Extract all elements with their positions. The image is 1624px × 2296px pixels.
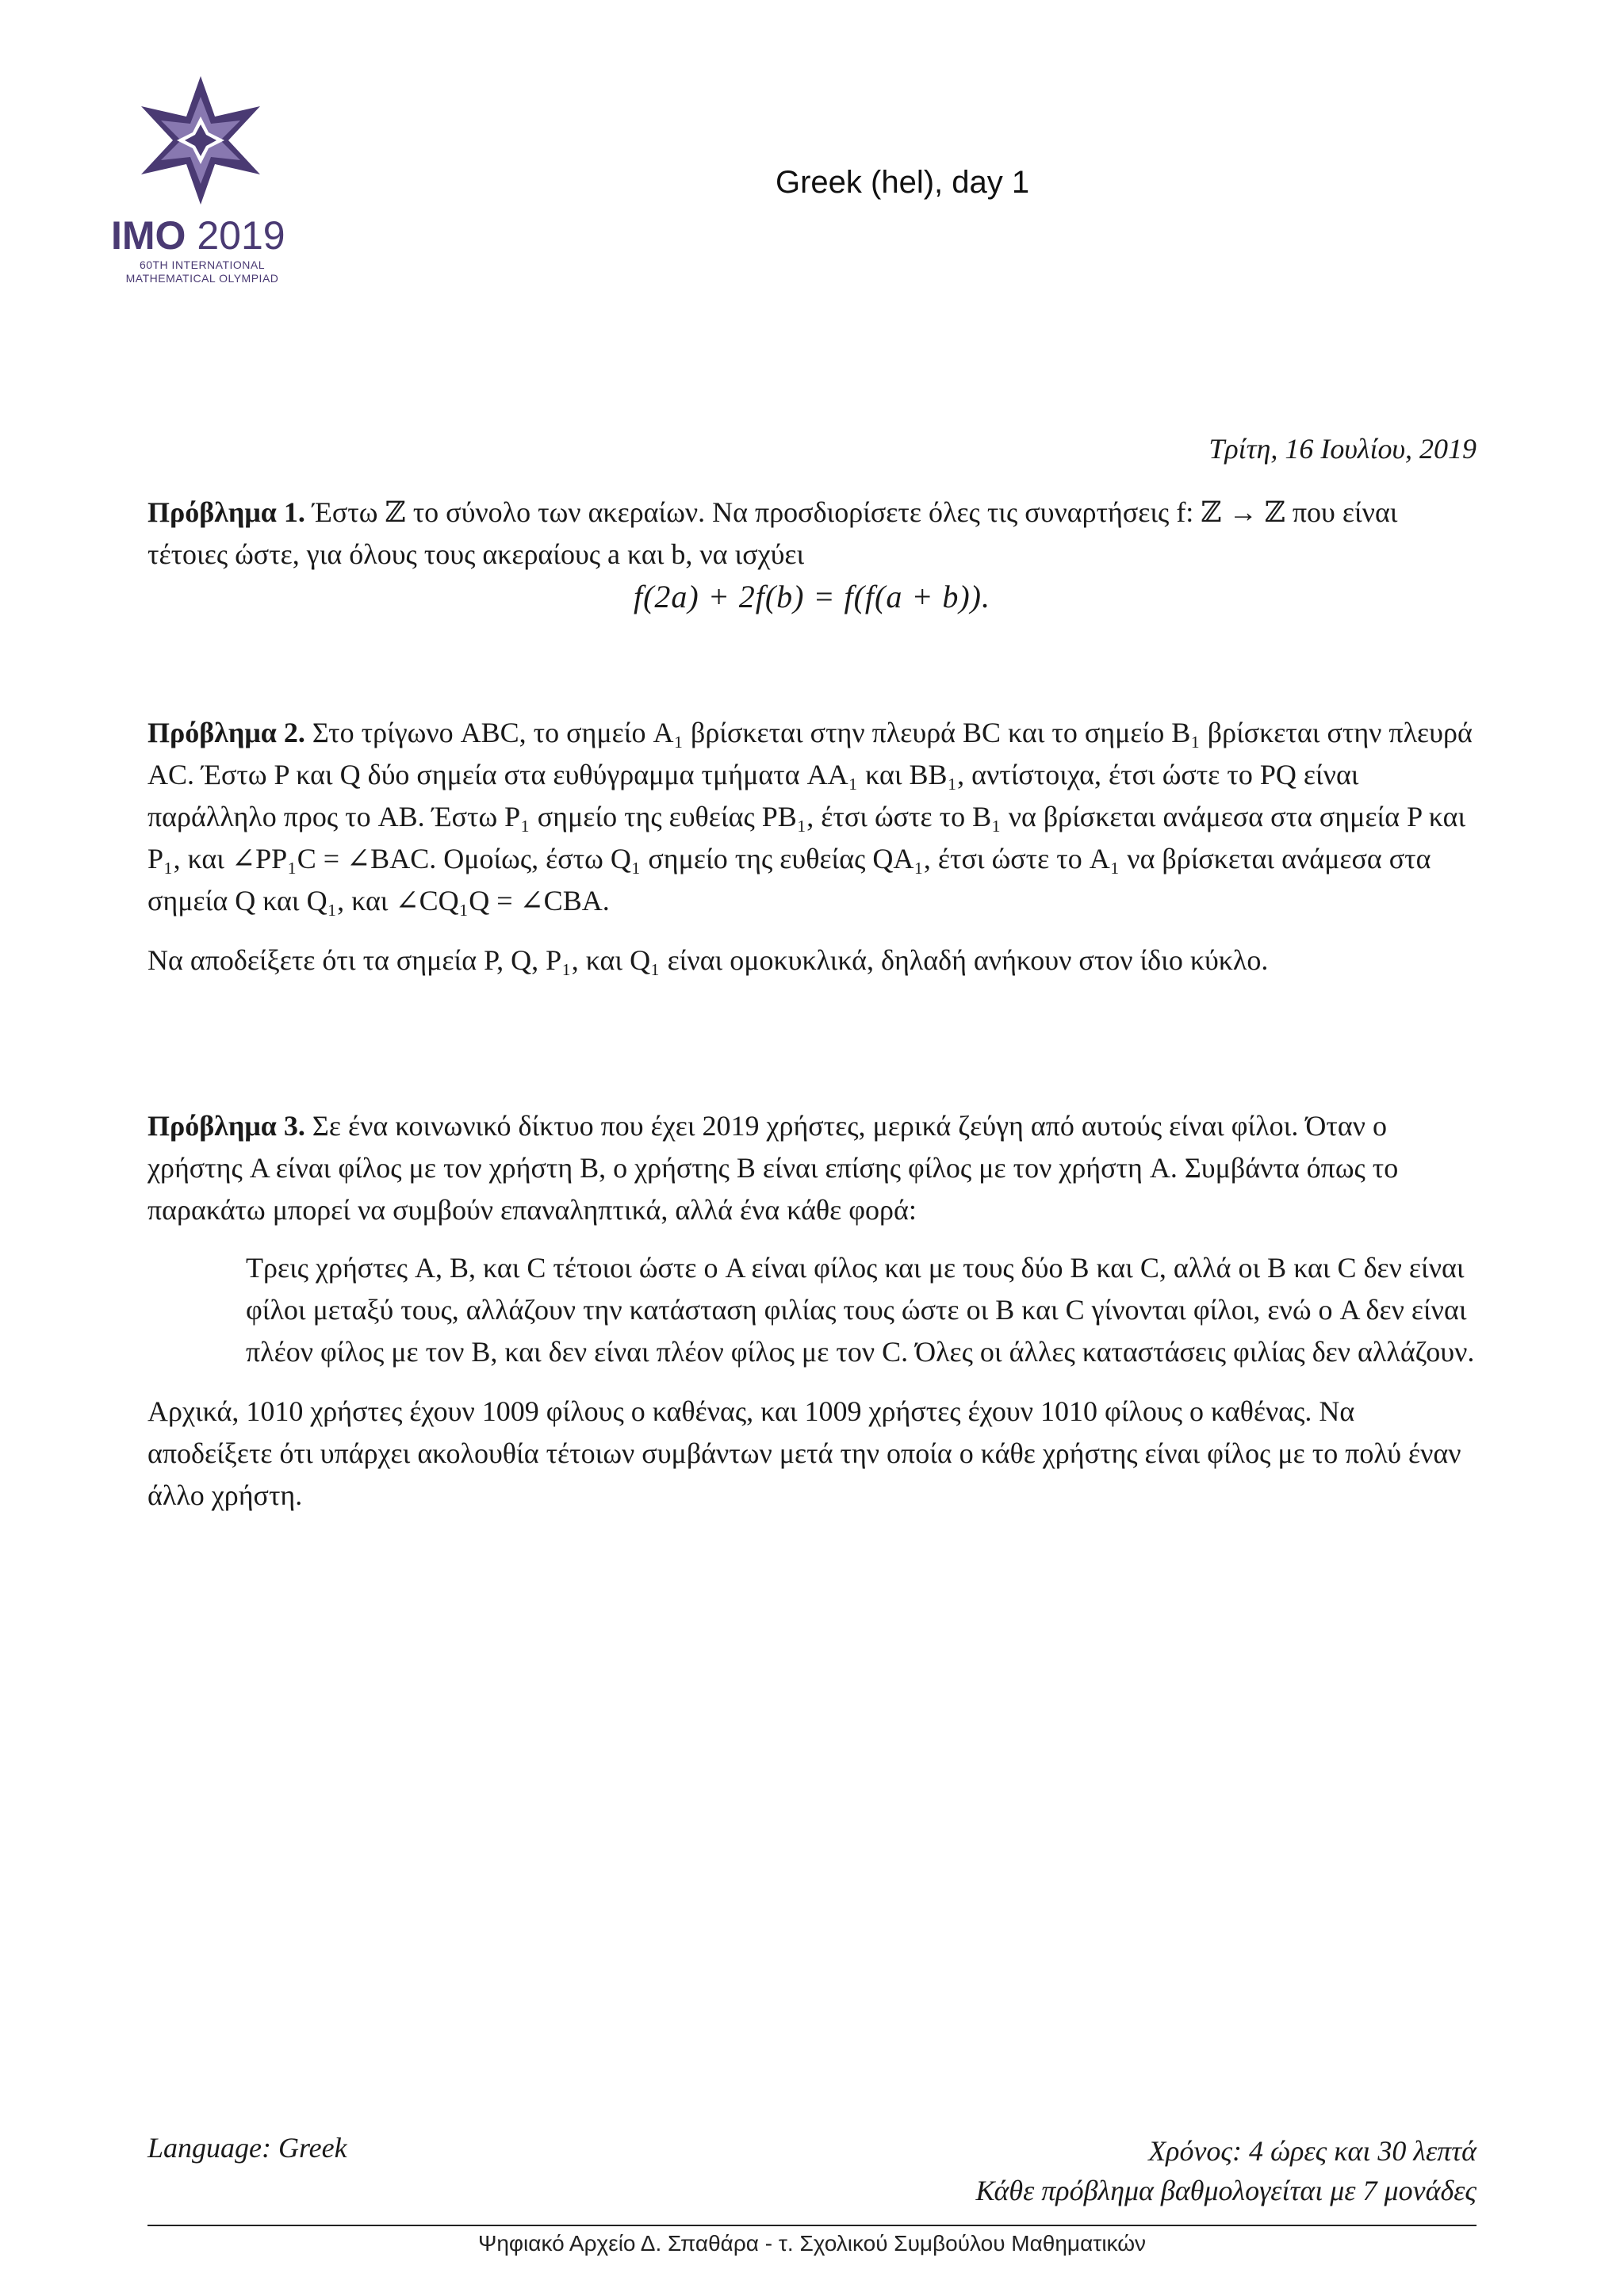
problem-1	[147, 492, 1477, 618]
problem-2-conclusion: Να αποδείξετε ότι τα σημεία P, Q, P₁, και Q₁ είναι ομοκυκλικά, δηλαδή ανήκουν στον ίδιο κύκλο.	[147, 944, 1269, 976]
problem-3-label: Πρόβλημα 3.	[147, 1110, 305, 1142]
problem-1-formula: f(2a) + 2f(b) = f(f(a + b)).	[634, 579, 990, 614]
logo-subtitle-1: 60TH INTERNATIONAL	[139, 258, 266, 271]
problem-3-text: Σε ένα κοινωνικό δίκτυο που έχει 2019 χρήστες, μερικά ζεύγη από αυτούς είναι φίλοι. Όταν ο χρήστης A είναι φίλος με τον χρήστη B, ο χρήστης B είναι επίσης φίλος με τον χρήστη A. Συμβάντα όπως το παρακάτω μπορεί να συμβούν επαναληπτικά, αλλά ένα κάθε φορά:	[147, 1110, 1399, 1226]
footer-divider	[147, 2225, 1477, 2226]
imo-logo	[111, 73, 301, 285]
problem-3-statement	[147, 1105, 1477, 1231]
logo-wordmark: IMO 2019	[111, 213, 285, 258]
problem-2	[147, 712, 1477, 982]
problem-2-label: Πρόβλημα 2.	[147, 717, 305, 748]
problem-1-text: Έστω ℤ το σύνολο των ακεραίων. Να προσδιορίσετε όλες τις συναρτήσεις f: ℤ → ℤ που είναι τέτοιες ώστε, για όλους τους ακεραίους a και b, να ισχύει	[147, 496, 1398, 570]
logo-subtitle-2: MATHEMATICAL OLYMPIAD	[125, 272, 279, 285]
problem-3-event: Τρεις χρήστες A, B, και C τέτοιοι ώστε ο A είναι φίλος και με τους δύο B και C, αλλά οι B και C δεν είναι φίλοι μεταξύ τους, αλλάζουν την κατάσταση φιλίας τους ώστε οι B και C γίνονται φίλοι, ενώ ο A δεν είναι πλέον φίλος με τον B, και δεν είναι πλέον φίλος με τον C. Όλες οι άλλες καταστάσεις φιλίας δεν αλλάζουν.	[246, 1252, 1475, 1368]
problem-3	[147, 1105, 1477, 1517]
page-title: Greek (hel), day 1	[776, 165, 1030, 200]
footer-info	[976, 2131, 1477, 2210]
problem-1-label: Πρόβλημα 1.	[147, 496, 305, 528]
footer-points: Κάθε πρόβλημα βαθμολογείται με 7 μονάδες	[975, 2175, 1477, 2206]
problem-2-text: Στο τρίγωνο ABC, το σημείο A₁ βρίσκεται στην πλευρά BC και το σημείο B₁ βρίσκεται στην πλευρά AC. Έστω P και Q δύο σημεία στα ευθύγραμμα τμήματα AA₁ και BB₁, αντίστοιχα, έτσι ώστε το PQ είναι παράλληλο προς το AB. Έστω P₁ σημείο της ευθείας PB₁, έτσι ώστε το B₁ να βρίσκεται ανάμεσα στα σημεία P και P₁, και ∠PP₁C = ∠BAC. Ομοίως, έστω Q₁ σημείο της ευθείας QA₁, έτσι ώστε το A₁ να βρίσκεται ανάμεσα στα σημεία Q και Q₁, και ∠CQ₁Q = ∠CBA.	[147, 717, 1473, 916]
footer-time: Χρόνος: 4 ώρες και 30 λεπτά	[1148, 2135, 1477, 2167]
imo-star-emblem	[133, 73, 268, 208]
archive-credit: Ψηφιακό Αρχείο Δ. Σπαθάρα - τ. Σχολικού Συμβούλου Μαθηματικών	[477, 2231, 1147, 2256]
problem-2-statement	[147, 712, 1477, 922]
footer-language: Language: Greek	[147, 2132, 347, 2164]
problem-3-conclusion: Αρχικά, 1010 χρήστες έχουν 1009 φίλους ο καθένας, και 1009 χρήστες έχουν 1010 φίλους ο καθένας. Να αποδείξετε ότι υπάρχει ακολουθία τέτοιων συμβάντων μετά την οποία ο κάθε χρήστης είναι φίλος με το πολύ έναν άλλο χρήστη.	[147, 1395, 1461, 1511]
problem-1-statement	[147, 492, 1477, 576]
exam-date: Τρίτη, 16 Ιουλίου, 2019	[1208, 433, 1477, 465]
